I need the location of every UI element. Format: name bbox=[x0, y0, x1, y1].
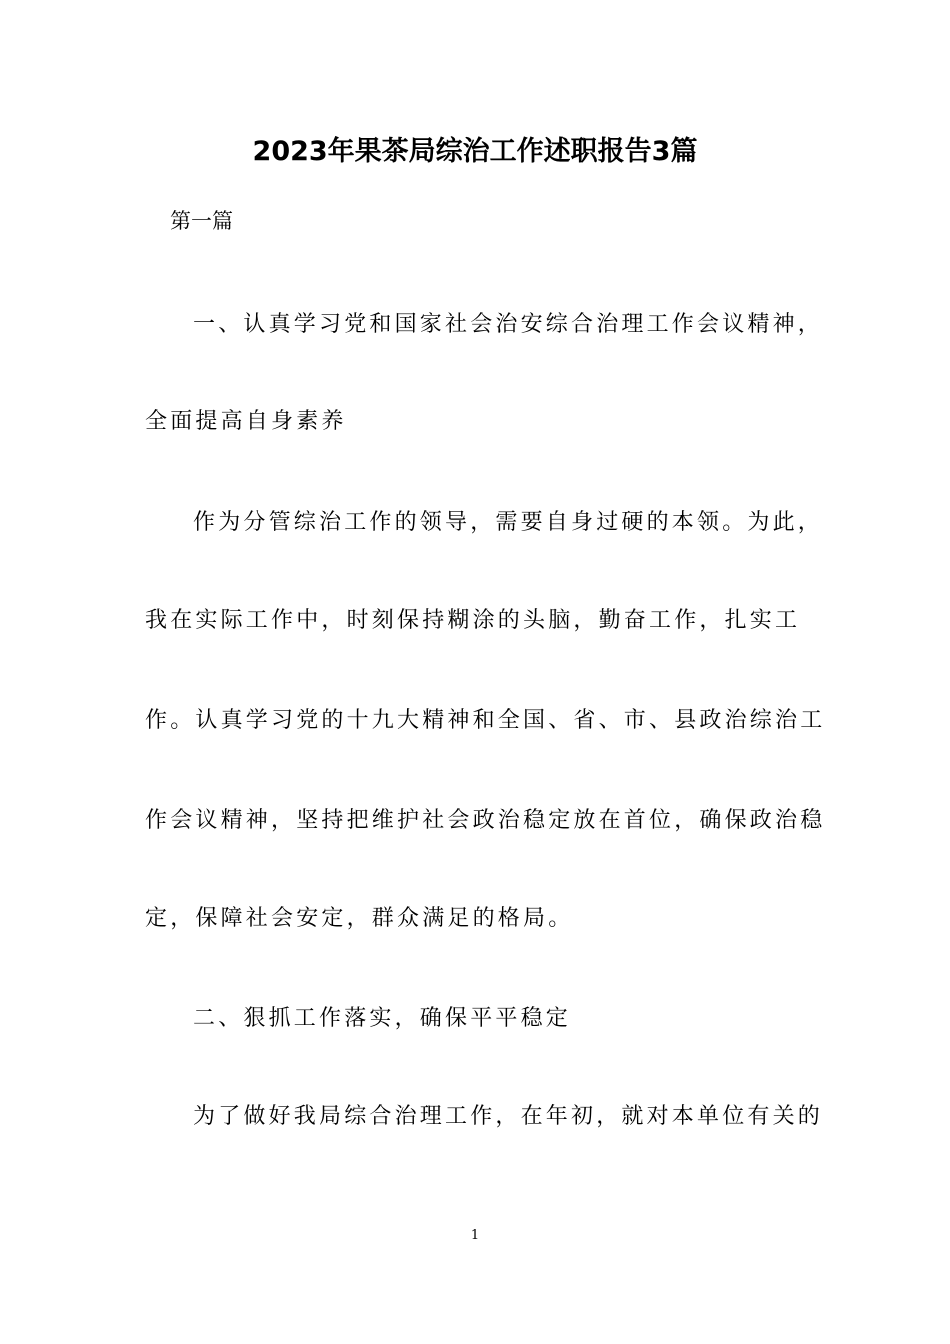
paragraph-line: 我在实际工作中，时刻保持糊涂的头脑，勤奋工作，扎实工 bbox=[145, 608, 801, 633]
paragraph-line: 作。认真学习党的十九大精神和全国、省、市、县政治综治工 bbox=[145, 708, 826, 733]
paragraph-line: 定，保障社会安定，群众满足的格局。 bbox=[145, 906, 574, 931]
section-label: 第一篇 bbox=[170, 209, 233, 233]
page-number: 1 bbox=[470, 1228, 480, 1243]
heading-line-1: 一、认真学习党和国家社会治安综合治理工作会议精神， bbox=[193, 312, 824, 337]
document-title: 2023年果茶局综治工作述职报告3篇 bbox=[252, 136, 698, 167]
heading-line-3: 二、狠抓工作落实，确保平平稳定 bbox=[193, 1006, 572, 1031]
heading-line-2: 全面提高自身素养 bbox=[145, 409, 347, 434]
paragraph-line: 为了做好我局综合治理工作，在年初，就对本单位有关的 bbox=[193, 1104, 824, 1129]
paragraph-line: 作为分管综治工作的领导，需要自身过硬的本领。为此， bbox=[193, 510, 824, 535]
paragraph-line: 作会议精神，坚持把维护社会政治稳定放在首位，确保政治稳 bbox=[145, 808, 826, 833]
